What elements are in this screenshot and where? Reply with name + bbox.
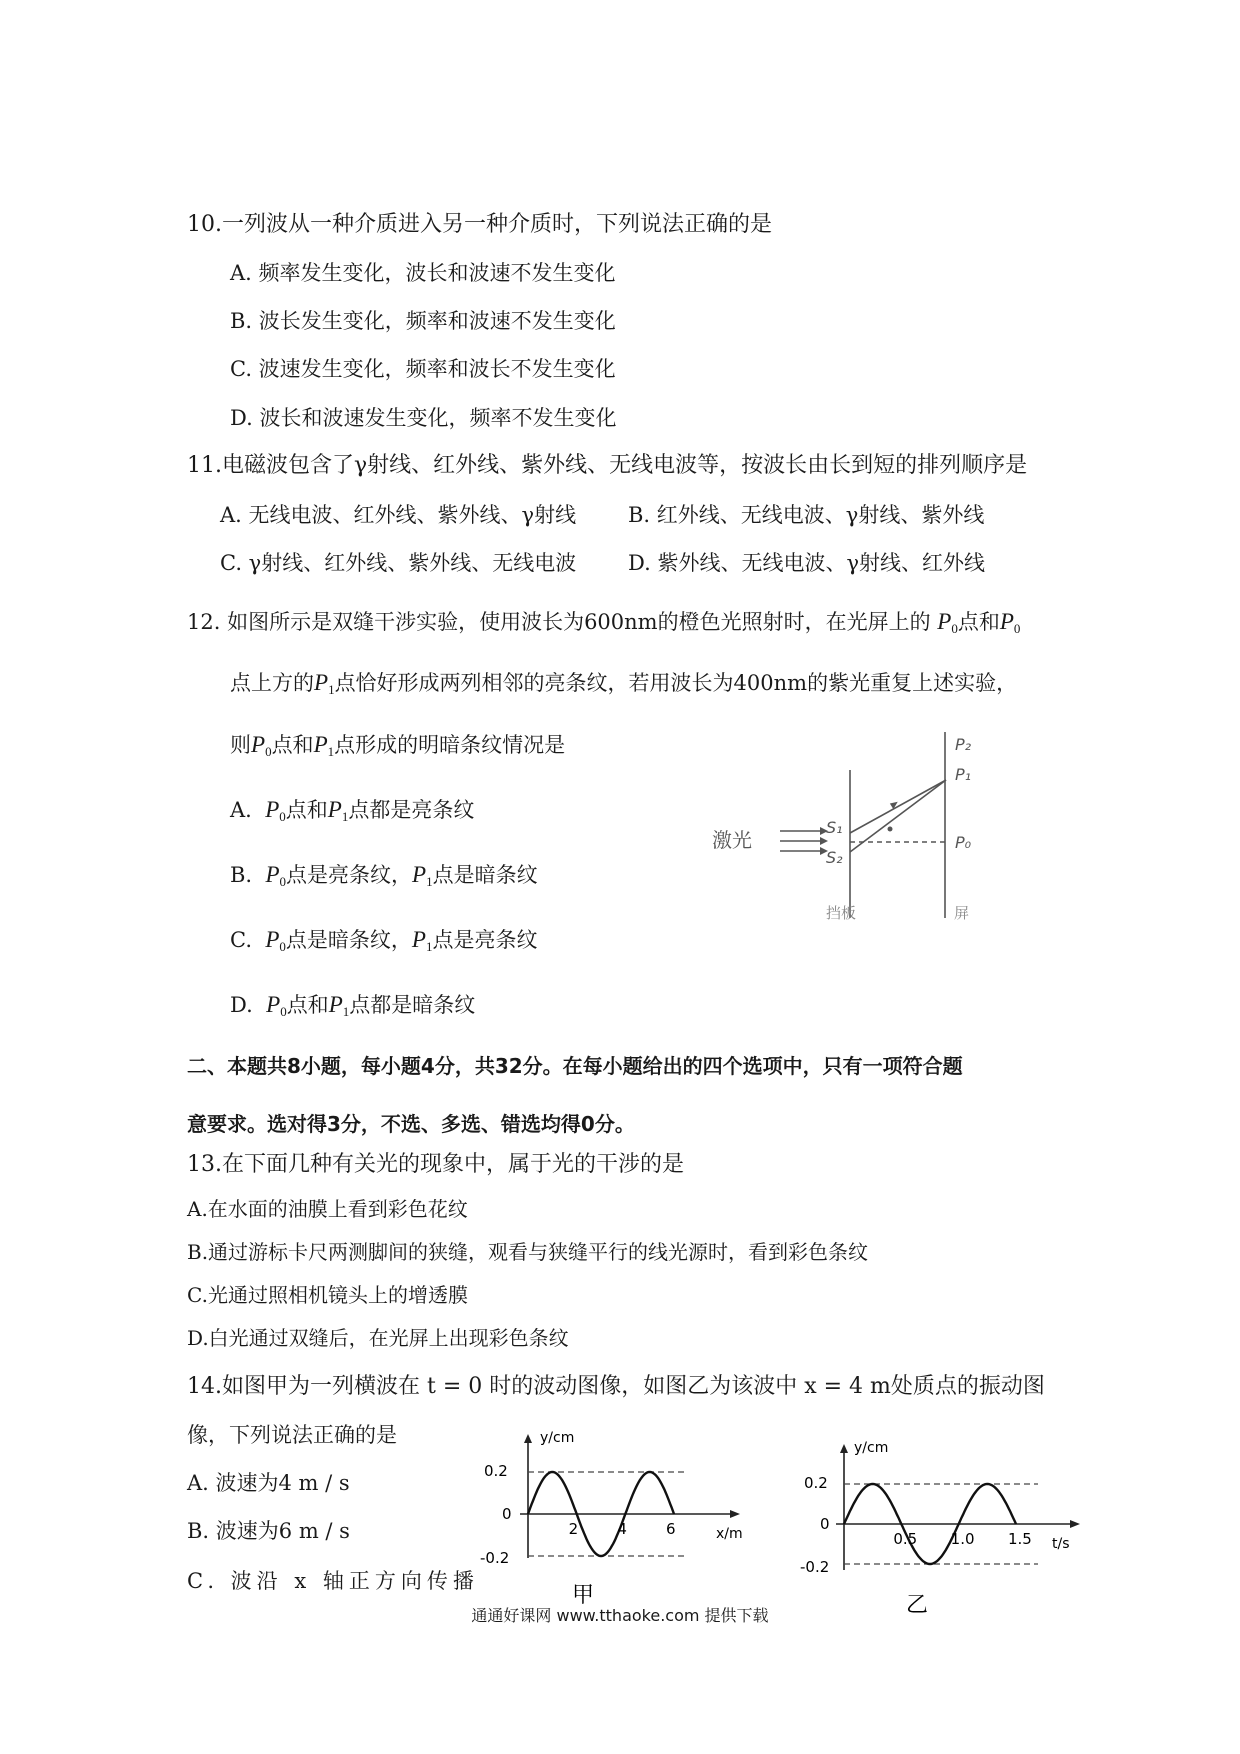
ray-arrowhead-2: [888, 827, 893, 832]
q11-option-c: C. γ射线、红外线、紫外线、无线电波: [220, 551, 577, 575]
q13-option-d: D.白光通过双缝后，在光屏上出现彩色条纹: [187, 1326, 569, 1350]
p0-label: P₀: [955, 833, 972, 852]
x-tick-label: 0.5: [893, 1530, 918, 1548]
section2-line1: 二、本题共8小题，每小题4分，共32分。在每小题给出的四个选项中，只有一项符合题: [187, 1054, 963, 1078]
q12-line2: [230, 669, 1017, 704]
x-tick-label: 2: [568, 1520, 579, 1538]
s1-label: S₁: [826, 818, 843, 837]
y-tick-label-top: 0.2: [804, 1474, 828, 1492]
q12-option-d: D. $P_0$点和$P_1$点都是暗条纹: [230, 992, 476, 1019]
q12-option-c: C. $P_0$点是暗条纹，$P_1$点是亮条纹: [230, 927, 538, 954]
q12-p1-symbol-2: $P_1$: [313, 732, 335, 759]
q13-stem: 13.在下面几种有关光的现象中，属于光的干涉的是: [187, 1152, 684, 1177]
q10-option-a: A. 频率发生变化，波长和波速不发生变化: [230, 261, 616, 285]
q13-option-b: B.通过游标卡尺两测脚间的狭缝，观看与狭缝平行的线光源时，看到彩色条纹: [187, 1240, 869, 1264]
y-tick-label-zero: 0: [502, 1505, 512, 1523]
q12-option-a: A. $P_0$点和$P_1$点都是亮条纹: [230, 797, 475, 824]
q12-line2-text-b: 点恰好形成两列相邻的亮条纹，若用波长为400nm的紫光重复上述实验，: [334, 671, 1018, 695]
x-axis-label: x/m: [716, 1526, 743, 1542]
q11-option-b: B. 红外线、无线电波、γ射线、紫外线: [628, 503, 985, 527]
q11-stem: 11.电磁波包含了γ射线、红外线、紫外线、无线电波等，按波长由长到短的排列顺序是: [187, 453, 1028, 478]
y-axis-label: y/cm: [854, 1440, 889, 1456]
q12-line3-text-c: 点形成的明暗条纹情况是: [334, 733, 566, 757]
y-tick-label-top: 0.2: [484, 1462, 508, 1480]
q12-line3-text-a: 则: [230, 733, 251, 757]
s2-label: S₂: [826, 848, 843, 867]
x-tick-label: 4: [617, 1520, 627, 1538]
double-slit-diagram: [710, 730, 1020, 930]
q11-option-a: A. 无线电波、红外线、紫外线、γ射线: [220, 503, 577, 527]
q12-p1-symbol: $P_1$: [314, 670, 335, 697]
q12-option-b: B. $P_0$点是亮条纹，$P_1$点是暗条纹: [230, 862, 538, 889]
p2-label: P₂: [955, 735, 972, 754]
vibration-graph-yi: [800, 1438, 1090, 1628]
q12-line2-text-a: 点上方的: [230, 671, 314, 695]
y-tick-label-bottom: -0.2: [800, 1558, 830, 1576]
y-axis-label: y/cm: [540, 1430, 575, 1446]
q14-option-a: A. 波速为4 m / s: [187, 1471, 350, 1495]
x-axis-arrow: [1070, 1520, 1080, 1528]
y-axis-arrow: [524, 1434, 532, 1443]
x-axis-arrow: [730, 1510, 740, 1518]
x-tick-label: 1.5: [1008, 1530, 1032, 1548]
q14-stem-line1: 14.如图甲为一列横波在 t = 0 时的波动图像，如图乙为该波中 x = 4 m处质点的振动图: [187, 1374, 1045, 1399]
q10-option-c: C. 波速发生变化，频率和波长不发生变化: [230, 357, 616, 381]
q13-option-c: C.光通过照相机镜头上的增透膜: [187, 1283, 468, 1307]
y-axis-arrow: [840, 1444, 848, 1453]
x-tick-label: 6: [666, 1520, 676, 1538]
q10-option-b: B. 波长发生变化，频率和波速不发生变化: [230, 309, 616, 333]
footer-source: 通通好课网 www.tthaoke.com 提供下载: [471, 1606, 769, 1625]
graph-title-yi: 乙: [906, 1593, 929, 1618]
section2-line2: 意要求。选对得3分，不选、多选、错选均得0分。: [187, 1112, 635, 1136]
arrowhead-2: [820, 837, 828, 845]
q12-line1-text-b: 点和: [957, 610, 1000, 634]
q10-option-d: D. 波长和波速发生变化，频率不发生变化: [230, 406, 617, 430]
x-tick-label: 1.0: [950, 1530, 975, 1548]
q12-p0-symbol-3: $P_0$: [251, 732, 272, 759]
slit-label: 挡板: [826, 904, 857, 922]
y-tick-label-bottom: -0.2: [480, 1549, 510, 1567]
q12-p0-symbol: $P_0$: [937, 609, 958, 636]
q11-option-d: D. 紫外线、无线电波、γ射线、红外线: [628, 551, 985, 575]
p1-label: P₁: [955, 765, 972, 784]
q12-line1: [187, 608, 1020, 643]
x-axis-label: t/s: [1052, 1536, 1070, 1552]
graph-title-jia: 甲: [572, 1583, 595, 1608]
q10-stem: 10.一列波从一种介质进入另一种介质时，下列说法正确的是: [187, 212, 772, 237]
q13-option-a: A.在水面的油膜上看到彩色花纹: [187, 1197, 468, 1221]
screen-label: 屏: [954, 904, 970, 922]
q12-line1-text: 12. 如图所示是双缝干涉实验，使用波长为600nm的橙色光照射时，在光屏上的: [187, 610, 931, 634]
q12-line3-text-b: 点和: [271, 733, 314, 757]
ray-s1: [850, 780, 946, 833]
q12-p0-symbol-2: $P_0$: [999, 609, 1021, 636]
wave-graph-jia: [480, 1428, 750, 1618]
q12-line3: [230, 731, 565, 766]
q14-option-c: C. 波沿 x 轴正方向传播: [187, 1569, 479, 1593]
q14-option-b: B. 波速为6 m / s: [187, 1519, 350, 1543]
q14-stem-line2: 像，下列说法正确的是: [187, 1423, 397, 1447]
y-tick-label-zero: 0: [820, 1515, 830, 1533]
laser-label: 激光: [712, 828, 752, 852]
